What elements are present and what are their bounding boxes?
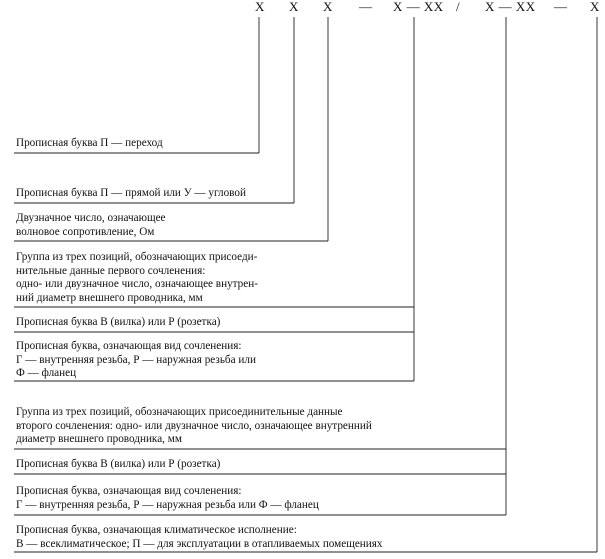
desc-line: второго сочленения: одно- или двузначное число, означающее внутренний	[16, 419, 372, 432]
desc-line: Прописная буква П — прямой или У — угловой	[16, 187, 246, 199]
desc-line: Ф — фланец	[16, 367, 77, 380]
desc-connection-type-1	[16, 340, 256, 381]
desc-line: Прописная буква, означающая климатическое исполнение:	[16, 524, 297, 536]
desc-transition	[16, 137, 163, 151]
desc-line: Группа из трех позиций, обозначающих присоединительные данные	[16, 406, 343, 418]
desc-line: Прописная буква В (вилка) или Р (розетка)	[16, 316, 221, 328]
desc-connection-type-2	[16, 485, 319, 512]
desc-line: одно- или двузначное число, означающее внутрен-	[16, 278, 258, 291]
code-pos2: X	[289, 0, 299, 14]
desc-line: Прописная буква В (вилка) или Р (розетка)	[16, 458, 221, 470]
desc-line: волновое сопротивление, Ом	[16, 225, 155, 238]
desc-plug-socket-2	[16, 458, 220, 472]
code-pos3: X	[323, 0, 333, 14]
desc-line: нительные данные первого сочленения:	[16, 264, 206, 277]
desc-second-connection-group	[16, 406, 372, 447]
desc-line: В — всеклиматическое; П — для эксплуатации в отапливаемых помещениях	[16, 537, 383, 550]
desc-climatic-version	[16, 524, 383, 551]
desc-plug-socket-1	[16, 316, 220, 330]
code-dash2: —	[554, 0, 568, 14]
code-group2: X — XX	[485, 0, 536, 14]
desc-straight-angled	[16, 187, 246, 201]
desc-line: Прописная буква, означающая вид сочленения:	[16, 340, 242, 352]
desc-impedance	[16, 212, 166, 239]
desc-line: Группа из трех позиций, обозначающих присоеди-	[16, 251, 258, 263]
desc-line: Двузначное число, означающее	[16, 212, 166, 224]
code-pos-last: X	[590, 0, 600, 14]
desc-line: ний диаметр внешнего проводника, мм	[16, 291, 203, 304]
desc-line: Г — внутренняя резьба, Р — наружная резьба или	[16, 353, 256, 366]
code-slash: /	[456, 0, 461, 14]
code-group1: X — XX	[393, 0, 444, 14]
desc-line: Прописная буква П — переход	[16, 137, 163, 149]
code-pos1: X	[255, 0, 265, 14]
code-dash1: —	[359, 0, 373, 14]
desc-first-connection-group	[16, 251, 258, 305]
desc-line: Прописная буква, означающая вид сочленения:	[16, 485, 242, 497]
desc-line: диаметр внешнего проводника, мм	[16, 433, 182, 446]
desc-line: Г — внутренняя резьба, Р — наружная резьба или Ф — фланец	[16, 498, 319, 511]
